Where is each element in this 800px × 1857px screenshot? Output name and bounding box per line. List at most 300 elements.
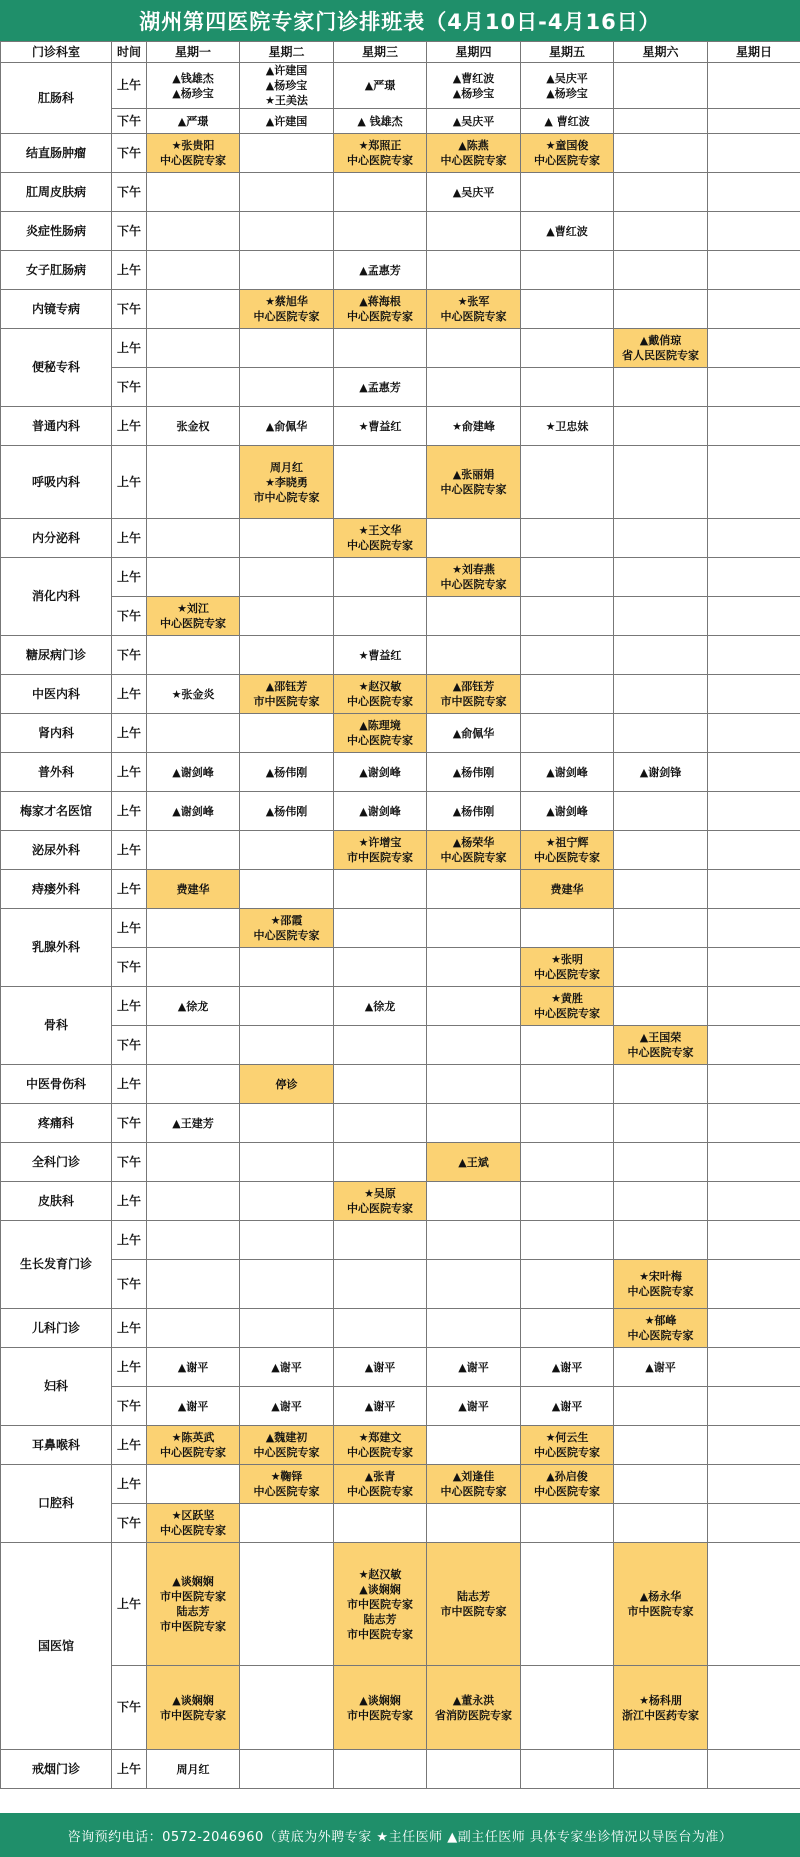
schedule-cell	[614, 446, 708, 519]
schedule-cell	[240, 1750, 334, 1789]
schedule-cell	[334, 1104, 427, 1143]
schedule-cell	[708, 212, 800, 251]
table-row	[1, 714, 800, 753]
schedule-cell: ▲谢平	[427, 1348, 521, 1387]
schedule-cell: ▲谢剑锋	[614, 753, 708, 792]
schedule-cell	[708, 1666, 800, 1750]
schedule-cell	[614, 909, 708, 948]
department-name: 乳腺外科	[1, 909, 112, 987]
schedule-cell	[334, 948, 427, 987]
table-row	[1, 1143, 800, 1182]
department-name: 肛肠科	[1, 63, 112, 134]
header-saturday: 星期六	[614, 42, 708, 63]
schedule-cell	[614, 1750, 708, 1789]
schedule-cell	[427, 870, 521, 909]
schedule-cell	[334, 446, 427, 519]
department-name: 普外科	[1, 753, 112, 792]
time-slot: 下午	[112, 948, 147, 987]
schedule-cell	[521, 714, 614, 753]
schedule-cell	[614, 714, 708, 753]
schedule-cell	[614, 870, 708, 909]
schedule-cell: ★卫忠妹	[521, 407, 614, 446]
header-time: 时间	[112, 42, 147, 63]
schedule-cell: ★吴原 中心医院专家	[334, 1182, 427, 1221]
table-row	[1, 1666, 800, 1750]
schedule-cell	[147, 831, 240, 870]
schedule-cell: ▲邵钰芳 市中医院专家	[427, 675, 521, 714]
header-tuesday: 星期二	[240, 42, 334, 63]
schedule-cell	[614, 109, 708, 134]
schedule-cell	[521, 329, 614, 368]
schedule-cell	[614, 1182, 708, 1221]
schedule-cell	[708, 1465, 800, 1504]
department-name: 普通内科	[1, 407, 112, 446]
schedule-cell	[521, 519, 614, 558]
schedule-cell	[521, 636, 614, 675]
time-slot: 下午	[112, 368, 147, 407]
schedule-cell	[521, 675, 614, 714]
time-slot: 上午	[112, 831, 147, 870]
schedule-cell	[614, 290, 708, 329]
schedule-cell	[521, 251, 614, 290]
schedule-cell: ▲徐龙	[334, 987, 427, 1026]
schedule-cell	[708, 831, 800, 870]
schedule-cell	[240, 714, 334, 753]
schedule-cell	[240, 558, 334, 597]
schedule-cell	[427, 1426, 521, 1465]
footer-note: 咨询预约电话：0572-2046960（黄底为外聘专家 ★主任医师 ▲副主任医师 具体专家坐诊情况以导医台为准）	[0, 1813, 800, 1857]
schedule-cell	[521, 1182, 614, 1221]
table-row	[1, 870, 800, 909]
schedule-cell: ▲钱雄杰 ▲杨珍宝	[147, 63, 240, 109]
department-name: 肾内科	[1, 714, 112, 753]
schedule-cell	[708, 1260, 800, 1309]
table-row	[1, 1504, 800, 1543]
schedule-cell	[708, 407, 800, 446]
header-monday: 星期一	[147, 42, 240, 63]
schedule-cell: ★张贵阳 中心医院专家	[147, 134, 240, 173]
table-row	[1, 173, 800, 212]
schedule-table	[0, 41, 800, 1789]
time-slot: 下午	[112, 1260, 147, 1309]
schedule-cell: 费建华	[521, 870, 614, 909]
schedule-cell	[521, 909, 614, 948]
schedule-cell	[427, 368, 521, 407]
schedule-cell	[708, 109, 800, 134]
schedule-cell	[708, 1182, 800, 1221]
schedule-cell	[334, 558, 427, 597]
schedule-cell: ▲谢平	[521, 1348, 614, 1387]
schedule-cell	[427, 1504, 521, 1543]
time-slot: 上午	[112, 1426, 147, 1465]
schedule-cell	[521, 597, 614, 636]
schedule-cell	[708, 714, 800, 753]
schedule-cell	[240, 987, 334, 1026]
schedule-cell	[427, 636, 521, 675]
schedule-cell: ▲王国荣 中心医院专家	[614, 1026, 708, 1065]
schedule-cell	[614, 368, 708, 407]
time-slot: 下午	[112, 1387, 147, 1426]
schedule-cell: 陆志芳 市中医院专家	[427, 1543, 521, 1666]
department-name: 消化内科	[1, 558, 112, 636]
schedule-cell	[708, 1026, 800, 1065]
schedule-cell	[614, 948, 708, 987]
schedule-cell: ★鞠铎 中心医院专家	[240, 1465, 334, 1504]
schedule-cell: ▲谈娴娴 市中医院专家 陆志芳 市中医院专家	[147, 1543, 240, 1666]
schedule-cell	[614, 519, 708, 558]
schedule-cell	[708, 948, 800, 987]
time-slot: 上午	[112, 753, 147, 792]
schedule-cell	[240, 212, 334, 251]
schedule-cell: ★刘春燕 中心医院专家	[427, 558, 521, 597]
schedule-cell: ★刘江 中心医院专家	[147, 597, 240, 636]
time-slot: 上午	[112, 329, 147, 368]
table-row	[1, 558, 800, 597]
schedule-cell	[614, 597, 708, 636]
schedule-cell: ★宋叶梅 中心医院专家	[614, 1260, 708, 1309]
schedule-cell	[240, 1504, 334, 1543]
schedule-cell	[147, 290, 240, 329]
schedule-cell	[708, 1543, 800, 1666]
schedule-cell	[240, 1543, 334, 1666]
table-row	[1, 446, 800, 519]
schedule-cell	[708, 909, 800, 948]
schedule-cell	[521, 1143, 614, 1182]
time-slot: 下午	[112, 1666, 147, 1750]
schedule-cell	[240, 519, 334, 558]
time-slot: 上午	[112, 1465, 147, 1504]
schedule-cell	[614, 831, 708, 870]
schedule-cell	[147, 1309, 240, 1348]
schedule-cell	[614, 636, 708, 675]
schedule-cell	[147, 1143, 240, 1182]
table-row	[1, 368, 800, 407]
schedule-cell	[708, 134, 800, 173]
schedule-cell: ▲吴庆平	[427, 109, 521, 134]
schedule-cell: ▲谢平	[614, 1348, 708, 1387]
schedule-cell	[521, 1750, 614, 1789]
page-title: 湖州第四医院专家门诊排班表（4月10日-4月16日）	[0, 0, 800, 41]
schedule-cell	[147, 251, 240, 290]
table-row	[1, 1543, 800, 1666]
schedule-cell	[708, 329, 800, 368]
schedule-cell: ▲谈娴娴 市中医院专家	[334, 1666, 427, 1750]
time-slot: 下午	[112, 173, 147, 212]
schedule-cell	[427, 1309, 521, 1348]
schedule-cell: 周月红 ★李晓勇 市中心院专家	[240, 446, 334, 519]
department-name: 呼吸内科	[1, 446, 112, 519]
schedule-cell	[427, 1260, 521, 1309]
schedule-cell: ▲蒋海根 中心医院专家	[334, 290, 427, 329]
schedule-cell	[708, 870, 800, 909]
schedule-cell	[614, 1143, 708, 1182]
schedule-cell: ★张金炎	[147, 675, 240, 714]
schedule-cell	[521, 1260, 614, 1309]
schedule-cell	[240, 251, 334, 290]
schedule-cell	[708, 63, 800, 109]
table-row	[1, 753, 800, 792]
schedule-cell	[334, 1309, 427, 1348]
schedule-body	[1, 63, 800, 1789]
time-slot: 上午	[112, 251, 147, 290]
schedule-cell	[240, 597, 334, 636]
header-dept: 门诊科室	[1, 42, 112, 63]
schedule-cell: ▲谢剑峰	[521, 792, 614, 831]
schedule-cell: ▲刘逢佳 中心医院专家	[427, 1465, 521, 1504]
time-slot: 上午	[112, 63, 147, 109]
table-row	[1, 407, 800, 446]
schedule-cell: ▲戴俏琼 省人民医院专家	[614, 329, 708, 368]
table-row	[1, 290, 800, 329]
header-wednesday: 星期三	[334, 42, 427, 63]
schedule-cell: ▲魏建初 中心医院专家	[240, 1426, 334, 1465]
schedule-cell	[147, 446, 240, 519]
table-row	[1, 519, 800, 558]
schedule-cell	[521, 446, 614, 519]
schedule-cell: ★俞建峰	[427, 407, 521, 446]
schedule-cell	[708, 173, 800, 212]
schedule-cell	[334, 1026, 427, 1065]
schedule-cell	[334, 1065, 427, 1104]
schedule-cell: ▲张青 中心医院专家	[334, 1465, 427, 1504]
schedule-cell: ▲ 曹红波	[521, 109, 614, 134]
schedule-cell	[521, 290, 614, 329]
schedule-cell	[147, 948, 240, 987]
department-name: 女子肛肠病	[1, 251, 112, 290]
schedule-cell	[334, 329, 427, 368]
schedule-cell	[240, 636, 334, 675]
table-row	[1, 1104, 800, 1143]
time-slot: 下午	[112, 1026, 147, 1065]
schedule-cell: ▲杨伟刚	[240, 753, 334, 792]
header-friday: 星期五	[521, 42, 614, 63]
time-slot: 下午	[112, 1504, 147, 1543]
department-name: 耳鼻喉科	[1, 1426, 112, 1465]
time-slot: 上午	[112, 446, 147, 519]
time-slot: 上午	[112, 675, 147, 714]
department-name: 中医内科	[1, 675, 112, 714]
schedule-cell: ▲俞佩华	[240, 407, 334, 446]
time-slot: 上午	[112, 792, 147, 831]
time-slot: 上午	[112, 558, 147, 597]
schedule-cell	[614, 1465, 708, 1504]
schedule-cell	[427, 948, 521, 987]
schedule-cell	[614, 1065, 708, 1104]
schedule-cell: ▲谢平	[427, 1387, 521, 1426]
schedule-cell: ▲谢平	[521, 1387, 614, 1426]
time-slot: 上午	[112, 519, 147, 558]
schedule-cell: ▲孙启俊 中心医院专家	[521, 1465, 614, 1504]
schedule-cell: ▲ 钱雄杰	[334, 109, 427, 134]
schedule-cell	[708, 290, 800, 329]
time-slot: 下午	[112, 109, 147, 134]
table-row	[1, 212, 800, 251]
schedule-cell	[614, 407, 708, 446]
schedule-cell	[708, 675, 800, 714]
schedule-cell	[240, 1182, 334, 1221]
schedule-cell	[147, 173, 240, 212]
schedule-cell: ▲谢剑峰	[334, 792, 427, 831]
schedule-cell	[708, 636, 800, 675]
schedule-cell	[708, 519, 800, 558]
schedule-cell: ▲许建国 ▲杨珍宝 ★王美法	[240, 63, 334, 109]
schedule-cell: ★祖宁辉 中心医院专家	[521, 831, 614, 870]
table-row	[1, 1026, 800, 1065]
schedule-cell: ★赵汉敏 中心医院专家	[334, 675, 427, 714]
table-row	[1, 909, 800, 948]
schedule-cell	[521, 1543, 614, 1666]
table-row	[1, 987, 800, 1026]
table-row	[1, 675, 800, 714]
schedule-cell	[614, 1221, 708, 1260]
table-row	[1, 792, 800, 831]
schedule-cell	[614, 987, 708, 1026]
schedule-cell: ★杨科朋 浙江中医药专家	[614, 1666, 708, 1750]
schedule-cell	[147, 1221, 240, 1260]
schedule-cell	[240, 134, 334, 173]
schedule-cell	[521, 1026, 614, 1065]
schedule-cell	[334, 870, 427, 909]
schedule-cell	[240, 329, 334, 368]
schedule-cell: ▲张丽娟 中心医院专家	[427, 446, 521, 519]
table-row	[1, 1465, 800, 1504]
schedule-cell	[708, 1104, 800, 1143]
schedule-cell: ▲陈理境 中心医院专家	[334, 714, 427, 753]
schedule-cell	[147, 1260, 240, 1309]
schedule-cell	[708, 1309, 800, 1348]
table-row	[1, 1348, 800, 1387]
department-name: 痔瘘外科	[1, 870, 112, 909]
department-name: 骨科	[1, 987, 112, 1065]
time-slot: 上午	[112, 1348, 147, 1387]
schedule-cell: ★陈英武 中心医院专家	[147, 1426, 240, 1465]
schedule-cell: ▲杨荣华 中心医院专家	[427, 831, 521, 870]
department-name: 内镜专病	[1, 290, 112, 329]
schedule-cell: 费建华	[147, 870, 240, 909]
schedule-cell	[427, 251, 521, 290]
schedule-cell	[427, 1221, 521, 1260]
department-name: 国医馆	[1, 1543, 112, 1750]
schedule-cell: ★郁峰 中心医院专家	[614, 1309, 708, 1348]
schedule-cell	[614, 63, 708, 109]
time-slot: 下午	[112, 134, 147, 173]
schedule-cell: ▲谢平	[147, 1387, 240, 1426]
time-slot: 下午	[112, 597, 147, 636]
schedule-cell	[614, 1426, 708, 1465]
schedule-cell	[708, 251, 800, 290]
table-row	[1, 1221, 800, 1260]
schedule-cell	[334, 1504, 427, 1543]
schedule-cell	[521, 173, 614, 212]
schedule-cell	[614, 675, 708, 714]
schedule-cell	[521, 1221, 614, 1260]
schedule-cell	[334, 597, 427, 636]
schedule-cell	[521, 1504, 614, 1543]
table-row	[1, 63, 800, 109]
department-name: 疼痛科	[1, 1104, 112, 1143]
table-row	[1, 1387, 800, 1426]
schedule-cell	[708, 1387, 800, 1426]
department-name: 全科门诊	[1, 1143, 112, 1182]
time-slot: 上午	[112, 407, 147, 446]
schedule-cell	[240, 1104, 334, 1143]
schedule-cell: ▲谢剑峰	[147, 792, 240, 831]
schedule-cell	[708, 987, 800, 1026]
schedule-cell	[614, 173, 708, 212]
time-slot: 下午	[112, 636, 147, 675]
time-slot: 上午	[112, 1182, 147, 1221]
schedule-cell: ★黄胜 中心医院专家	[521, 987, 614, 1026]
schedule-cell	[708, 446, 800, 519]
table-row	[1, 1309, 800, 1348]
schedule-cell: ▲董永洪 省消防医院专家	[427, 1666, 521, 1750]
schedule-cell: ▲杨伟刚	[240, 792, 334, 831]
schedule-cell: ▲孟惠芳	[334, 251, 427, 290]
table-row	[1, 1260, 800, 1309]
schedule-cell: 张金权	[147, 407, 240, 446]
schedule-cell	[427, 1065, 521, 1104]
schedule-cell	[614, 1504, 708, 1543]
department-name: 戒烟门诊	[1, 1750, 112, 1789]
time-slot: 上午	[112, 1221, 147, 1260]
schedule-cell	[147, 212, 240, 251]
time-slot: 下午	[112, 290, 147, 329]
schedule-cell	[147, 519, 240, 558]
schedule-cell	[708, 1143, 800, 1182]
schedule-cell: ★童国俊 中心医院专家	[521, 134, 614, 173]
schedule-cell: ▲谈娴娴 市中医院专家	[147, 1666, 240, 1750]
schedule-cell	[240, 1260, 334, 1309]
schedule-cell	[147, 368, 240, 407]
department-name: 炎症性肠病	[1, 212, 112, 251]
schedule-cell: ▲谢平	[240, 1348, 334, 1387]
schedule-cell: ▲谢平	[147, 1348, 240, 1387]
schedule-cell	[614, 134, 708, 173]
table-row	[1, 251, 800, 290]
department-name: 内分泌科	[1, 519, 112, 558]
schedule-cell: ★区跃坚 中心医院专家	[147, 1504, 240, 1543]
schedule-cell	[427, 1182, 521, 1221]
schedule-cell: ★何云生 中心医院专家	[521, 1426, 614, 1465]
header-thursday: 星期四	[427, 42, 521, 63]
schedule-cell: ▲俞佩华	[427, 714, 521, 753]
schedule-cell	[147, 909, 240, 948]
schedule-cell	[147, 1026, 240, 1065]
schedule-cell	[614, 1387, 708, 1426]
schedule-cell: ★曹益红	[334, 636, 427, 675]
schedule-cell: ★赵汉敏 ▲谈娴娴 市中医院专家 陆志芳 市中医院专家	[334, 1543, 427, 1666]
schedule-cell: ★王文华 中心医院专家	[334, 519, 427, 558]
schedule-cell	[614, 212, 708, 251]
schedule-cell: ★郑建文 中心医院专家	[334, 1426, 427, 1465]
header-sunday: 星期日	[708, 42, 800, 63]
department-name: 儿科门诊	[1, 1309, 112, 1348]
schedule-cell	[334, 1143, 427, 1182]
department-name: 泌尿外科	[1, 831, 112, 870]
table-row	[1, 109, 800, 134]
department-name: 梅家才名医馆	[1, 792, 112, 831]
schedule-cell: ▲王建芳	[147, 1104, 240, 1143]
table-row	[1, 948, 800, 987]
department-name: 结直肠肿瘤	[1, 134, 112, 173]
schedule-cell	[334, 212, 427, 251]
schedule-cell: ★张军 中心医院专家	[427, 290, 521, 329]
schedule-cell	[708, 368, 800, 407]
table-row	[1, 1182, 800, 1221]
schedule-cell	[147, 636, 240, 675]
schedule-cell	[427, 1026, 521, 1065]
schedule-cell: ▲邵钰芳 市中医院专家	[240, 675, 334, 714]
